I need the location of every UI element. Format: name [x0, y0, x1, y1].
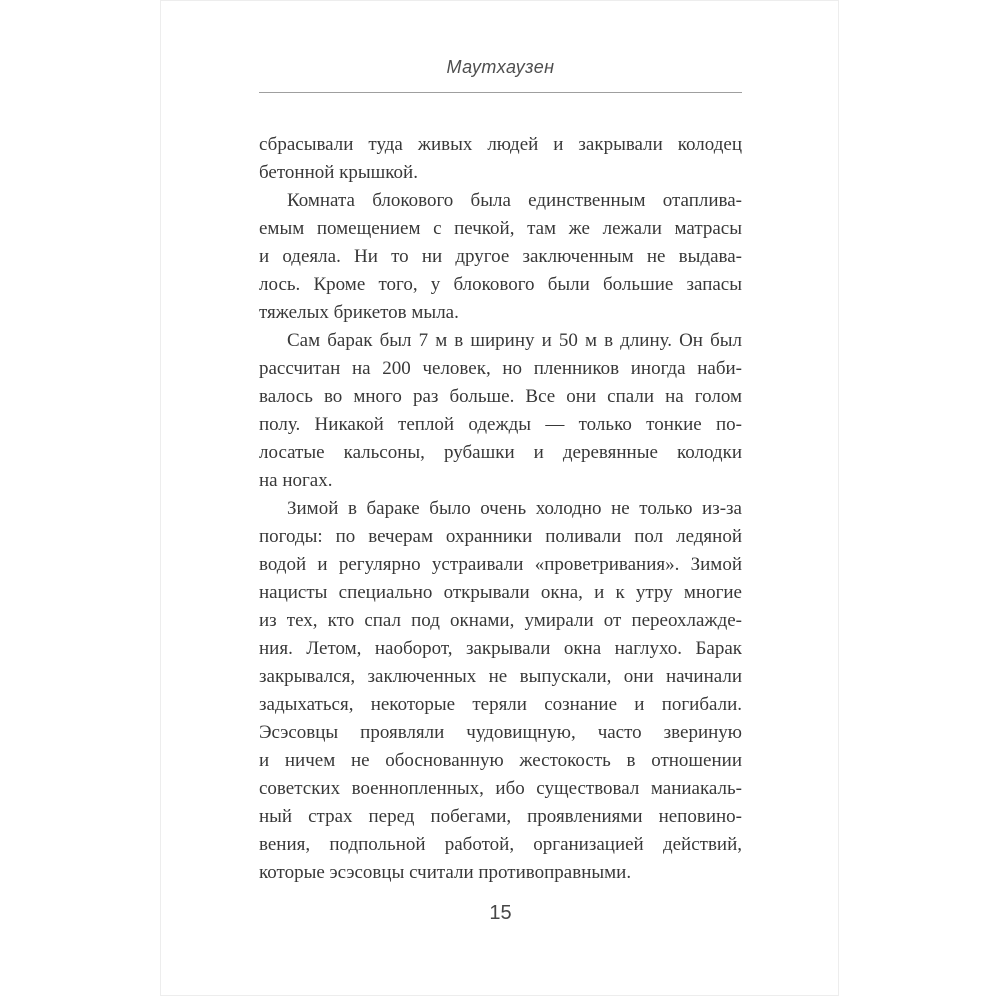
text-line: и ничем не обоснованную жестокость в отношении	[259, 750, 742, 771]
text-line: на ногах.	[259, 470, 333, 491]
text-line: тяжелых брикетов мыла.	[259, 302, 459, 323]
text-line: лось. Кроме того, у блокового были большие запасы	[259, 274, 742, 295]
running-header: Маутхаузен	[446, 57, 555, 77]
text-line: которые эсэсовцы считали противоправными.	[259, 862, 632, 883]
text-line: рассчитан на 200 человек, но пленников иногда наби-	[259, 358, 742, 379]
text-line: водой и регулярно устраивали «проветривания». Зимой	[259, 554, 742, 575]
text-line: сбрасывали туда живых людей и закрывали колодец	[259, 134, 742, 155]
text-line: закрывался, заключенных не выпускали, они начинали	[259, 666, 742, 687]
text-line: задыхаться, некоторые теряли сознание и погибали.	[259, 694, 742, 715]
text-line: Сам барак был 7 м в ширину и 50 м в длину. Он был	[287, 330, 742, 351]
text-line: Эсэсовцы проявляли чудовищную, часто звериную	[259, 722, 742, 743]
text-line: бетонной крышкой.	[259, 162, 418, 183]
book-page-photo	[160, 0, 839, 996]
text-line: емым помещением с печкой, там же лежали матрасы	[259, 218, 742, 239]
body-text	[259, 131, 742, 887]
text-line: Зимой в бараке было очень холодно не только из-за	[287, 498, 742, 519]
text-line: ный страх перед побегами, проявлениями неповино-	[259, 806, 742, 827]
text-line: Комната блокового была единственным отаплива-	[287, 190, 742, 211]
text-line: вения, подпольной работой, организацией действий,	[259, 834, 742, 855]
text-line: советских военнопленных, ибо существовал маниакаль-	[259, 778, 742, 799]
text-line: ния. Летом, наоборот, закрывали окна наглухо. Барак	[259, 638, 742, 659]
page-number: 15	[489, 902, 512, 924]
text-line: погоды: по вечерам охранники поливали пол ледяной	[259, 526, 742, 547]
text-line: из тех, кто спал под окнами, умирали от переохлажде-	[259, 610, 742, 631]
text-line: нацисты специально открывали окна, и к утру многие	[259, 582, 742, 603]
header-rule	[259, 92, 742, 93]
text-line: валось во много раз больше. Все они спали на голом	[259, 386, 742, 407]
text-line: и одеяла. Ни то ни другое заключенным не выдава-	[259, 246, 742, 267]
text-line: лосатые кальсоны, рубашки и деревянные колодки	[259, 442, 742, 463]
text-line: полу. Никакой теплой одежды — только тонкие по-	[259, 414, 742, 435]
